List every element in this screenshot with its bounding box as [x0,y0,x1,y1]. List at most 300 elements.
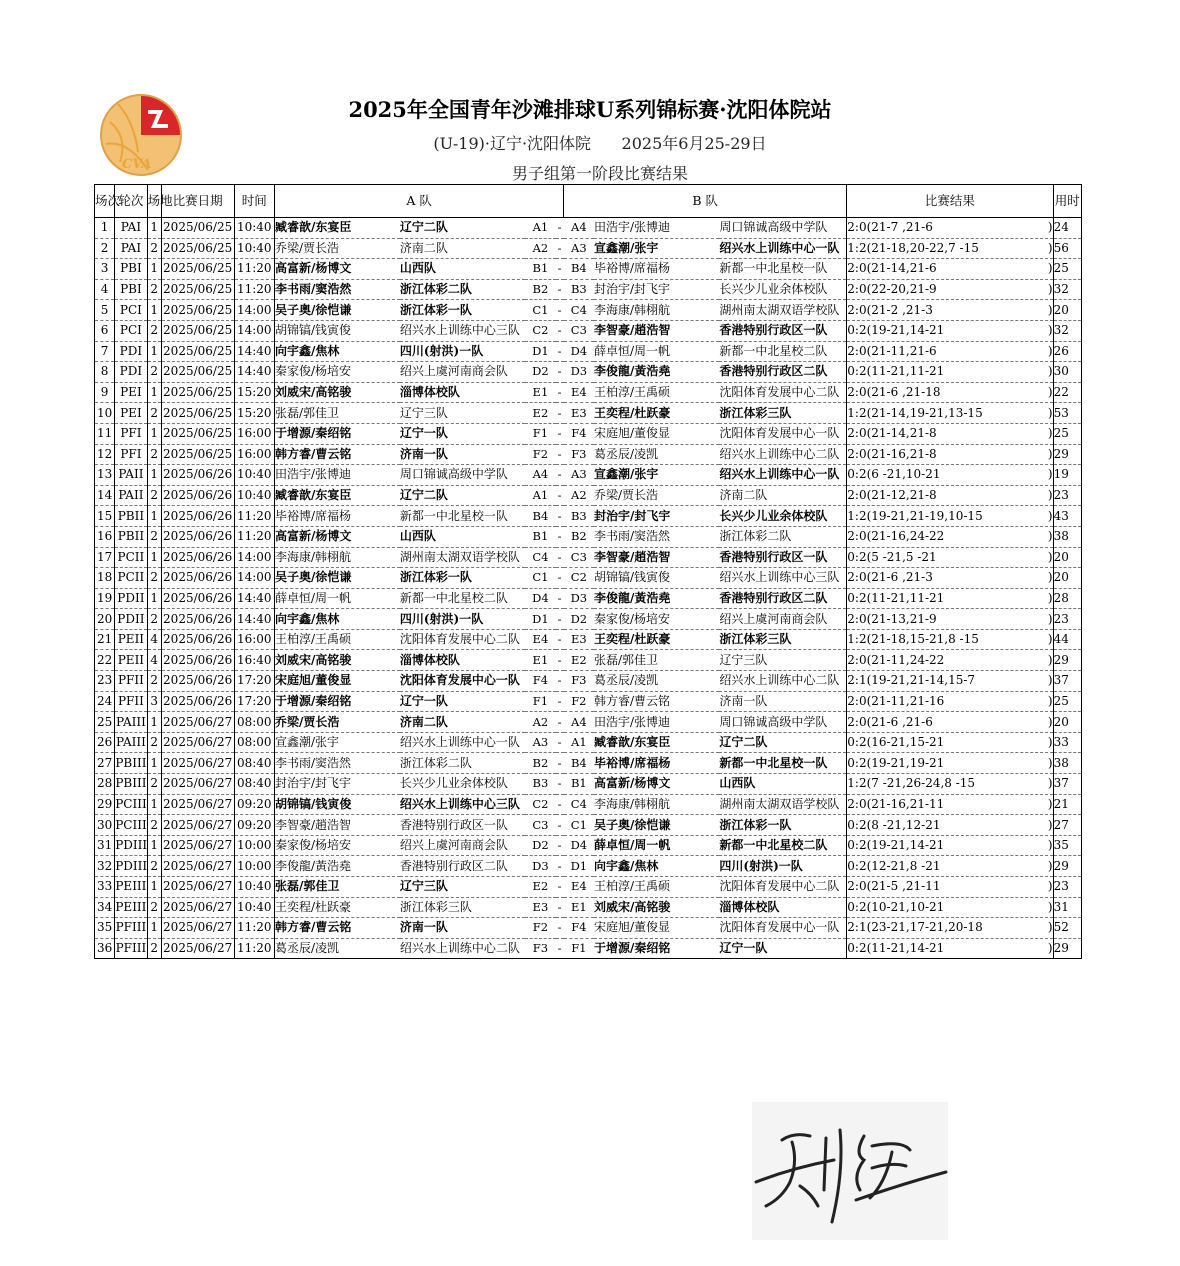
court: 4 [147,629,161,650]
date: 2025/06/27 [161,835,234,856]
time: 16:00 [234,444,274,465]
section-title: 男子组第一阶段比赛结果 [511,164,688,183]
table-row [95,712,1082,733]
score [847,320,1053,341]
date: 2025/06/27 [161,897,234,918]
team-b-players: 乔梁/贾长浩 [594,485,719,506]
court: 1 [147,300,161,321]
team-a-name: 浙江体彩二队 [400,753,525,774]
score-text: 0:2(5 -21,5 -21 [847,549,937,564]
team-b-players: 王柏淳/王禹硕 [594,382,719,403]
match-no: 32 [95,856,115,877]
team-a-code: A2 [525,712,555,733]
vs-dash: - [556,629,564,650]
duration: 29 [1053,856,1081,877]
team-b-players: 薛卓恒/周一帆 [594,341,719,362]
score-text: 0:2(19-21,19-21 [847,755,945,770]
vs-dash: - [556,218,564,239]
duration: 22 [1053,382,1081,403]
round: PDIII [115,835,147,856]
score-close: ) [1047,220,1053,235]
score-close: ) [1047,570,1053,585]
team-b-code: E3 [564,629,594,650]
team-a-players: 乔梁/贾长浩 [274,712,399,733]
team-b-name: 辽宁三队 [719,650,846,671]
score-text: 2:0(22-20,21-9 [847,282,937,297]
date: 2025/06/25 [161,362,234,383]
round: PFIII [115,938,147,959]
team-b-name: 浙江体彩三队 [719,403,846,424]
team-b-name: 香港特别行政区二队 [719,588,846,609]
court: 1 [147,918,161,939]
time: 15:20 [234,382,274,403]
score-text: 0:2(11-21,14-21 [847,941,945,956]
court: 1 [147,547,161,568]
table-row [95,629,1082,650]
team-b-players: 韩方睿/曹云铭 [594,691,719,712]
team-b-players: 毕裕博/席福杨 [594,753,719,774]
team-a-players: 李智豪/趙浩智 [274,815,399,836]
match-no: 30 [95,815,115,836]
match-no: 3 [95,259,115,280]
duration: 37 [1053,671,1081,692]
match-no: 13 [95,465,115,486]
time: 11:20 [234,526,274,547]
court: 2 [147,238,161,259]
score-close: ) [1047,446,1053,461]
match-no: 15 [95,506,115,527]
score-text: 2:0(21-11,21-6 [847,343,937,358]
round: PCII [115,547,147,568]
score [847,444,1053,465]
score [847,485,1053,506]
score-text: 0:2(11-21,11-21 [847,590,945,605]
table-row [95,938,1082,959]
team-b-code: E4 [564,382,594,403]
time: 14:00 [234,568,274,589]
time: 11:20 [234,259,274,280]
duration: 20 [1053,547,1081,568]
duration: 20 [1053,300,1081,321]
court: 2 [147,897,161,918]
round: PFI [115,423,147,444]
team-a-name: 沈阳体育发展中心二队 [400,629,525,650]
team-b-players: 李俊龍/黃浩堯 [594,588,719,609]
court: 2 [147,671,161,692]
team-a-code: F2 [525,918,555,939]
score-close: ) [1047,632,1053,647]
team-a-players: 胡锦镐/钱寅俊 [274,320,399,341]
team-a-name: 四川(射洪)一队 [400,341,525,362]
team-b-code: F4 [564,423,594,444]
team-b-players: 于增源/秦绍铭 [594,938,719,959]
table-row [95,320,1082,341]
team-b-code: E1 [564,897,594,918]
time: 10:40 [234,218,274,239]
match-no: 12 [95,444,115,465]
team-b-code: F4 [564,918,594,939]
team-b-name: 新都一中北星校二队 [719,341,846,362]
score-close: ) [1047,282,1053,297]
team-b-players: 李智豪/趙浩智 [594,547,719,568]
team-b-players: 葛丞辰/凌凯 [594,671,719,692]
round: PCII [115,568,147,589]
score [847,609,1053,630]
table-row [95,918,1082,939]
score [847,403,1053,424]
match-no: 14 [95,485,115,506]
team-a-players: 臧睿歆/东宴臣 [274,218,399,239]
score [847,897,1053,918]
court: 3 [147,691,161,712]
court: 2 [147,774,161,795]
vs-dash: - [556,753,564,774]
team-a-code: C1 [525,300,555,321]
team-a-players: 宣鑫潮/张宇 [274,732,399,753]
team-b-players: 秦家俊/杨培安 [594,609,719,630]
time: 10:40 [234,897,274,918]
vs-dash: - [556,712,564,733]
date: 2025/06/25 [161,218,234,239]
team-a-code: E4 [525,629,555,650]
score-text: 2:0(21-5 ,21-11 [847,879,941,894]
team-b-code: C3 [564,547,594,568]
court: 1 [147,423,161,444]
score-text: 2:0(21-11,24-22 [847,652,945,667]
team-b-code: D3 [564,362,594,383]
date: 2025/06/27 [161,856,234,877]
time: 17:20 [234,691,274,712]
match-no: 1 [95,218,115,239]
team-a-name: 济南二队 [400,238,525,259]
score [847,938,1053,959]
score-close: ) [1047,549,1053,564]
date: 2025/06/26 [161,629,234,650]
duration: 28 [1053,588,1081,609]
round: PCI [115,300,147,321]
team-a-players: 秦家俊/杨培安 [274,835,399,856]
team-a-code: F1 [525,691,555,712]
round: PFII [115,671,147,692]
vs-dash: - [556,650,564,671]
team-b-code: A4 [564,712,594,733]
score-text: 2:0(21-16,21-11 [847,796,945,811]
score-text: 0:2(19-21,14-21 [847,323,945,338]
team-a-players: 刘威宋/高铭骏 [274,382,399,403]
court: 2 [147,485,161,506]
date: 2025/06/26 [161,609,234,630]
score-close: ) [1047,385,1053,400]
vs-dash: - [556,423,564,444]
date: 2025/06/26 [161,526,234,547]
team-a-code: A4 [525,465,555,486]
score-text: 2:0(21-2 ,21-3 [847,302,933,317]
score-close: ) [1047,467,1053,482]
court: 2 [147,732,161,753]
team-a-players: 向宇鑫/焦林 [274,609,399,630]
score-text: 2:1(19-21,21-14,15-7 [847,673,976,688]
match-no: 10 [95,403,115,424]
score-close: ) [1047,838,1053,853]
table-row [95,794,1082,815]
time: 08:40 [234,753,274,774]
match-no: 16 [95,526,115,547]
team-a-code: E2 [525,403,555,424]
table-row [95,877,1082,898]
time: 10:00 [234,835,274,856]
match-no: 18 [95,568,115,589]
match-no: 7 [95,341,115,362]
team-b-code: F1 [564,938,594,959]
score-text: 2:0(21-6 ,21-6 [847,714,933,729]
score [847,671,1053,692]
team-a-code: B2 [525,753,555,774]
round: PDI [115,341,147,362]
table-row [95,238,1082,259]
score [847,382,1053,403]
team-b-code: C3 [564,320,594,341]
team-b-name: 辽宁二队 [719,732,846,753]
team-b-players: 臧睿歆/东宴臣 [594,732,719,753]
header-team-a: A 队 [274,185,563,218]
match-no: 4 [95,279,115,300]
table-row [95,671,1082,692]
match-no: 17 [95,547,115,568]
team-a-code: E1 [525,382,555,403]
header-match-no: 场次 [95,185,115,218]
court: 1 [147,259,161,280]
vs-dash: - [556,856,564,877]
team-a-code: D3 [525,856,555,877]
team-a-code: E2 [525,877,555,898]
team-b-name: 香港特别行政区二队 [719,362,846,383]
time: 14:40 [234,609,274,630]
time: 14:40 [234,341,274,362]
score-text: 0:2(19-21,14-21 [847,838,945,853]
round: PBIII [115,753,147,774]
team-a-players: 李俊龍/黃浩堯 [274,856,399,877]
team-b-players: 田浩宇/张博迪 [594,712,719,733]
vs-dash: - [556,403,564,424]
team-a-code: B1 [525,259,555,280]
team-a-name: 辽宁二队 [400,218,525,239]
time: 10:40 [234,238,274,259]
score-close: ) [1047,590,1053,605]
table-row [95,856,1082,877]
match-no: 8 [95,362,115,383]
duration: 29 [1053,444,1081,465]
page-title: 2025年全国青年沙滩排球U系列锦标赛·沈阳体院站 [348,97,832,122]
team-a-name: 辽宁三队 [400,403,525,424]
team-b-code: B4 [564,753,594,774]
team-a-players: 乔梁/贾长浩 [274,238,399,259]
team-b-name: 沈阳体育发展中心二队 [719,877,846,898]
match-no: 6 [95,320,115,341]
duration: 24 [1053,218,1081,239]
table-row [95,485,1082,506]
round: PBIII [115,774,147,795]
team-b-code: A2 [564,485,594,506]
vs-dash: - [556,506,564,527]
score [847,588,1053,609]
duration: 37 [1053,774,1081,795]
vs-dash: - [556,835,564,856]
score-text: 1:2(19-21,21-19,10-15 [847,508,983,523]
table-row [95,506,1082,527]
team-a-name: 新都一中北星校一队 [400,506,525,527]
team-b-players: 王奕程/杜跃豪 [594,403,719,424]
header-court: 场地 [147,185,161,218]
vs-dash: - [556,918,564,939]
team-b-code: D3 [564,588,594,609]
court: 1 [147,794,161,815]
team-b-players: 李俊龍/黃浩堯 [594,362,719,383]
team-b-name: 湖州南太湖双语学校队 [719,300,846,321]
team-b-name: 周口锦诚高级中学队 [719,712,846,733]
round: PDI [115,362,147,383]
team-b-players: 李智豪/趙浩智 [594,320,719,341]
vs-dash: - [556,877,564,898]
round: PBI [115,259,147,280]
team-b-name: 济南一队 [719,691,846,712]
match-no: 20 [95,609,115,630]
round: PAIII [115,712,147,733]
team-b-players: 胡锦镐/钱寅俊 [594,568,719,589]
duration: 29 [1053,938,1081,959]
round: PAI [115,218,147,239]
score [847,629,1053,650]
court: 2 [147,403,161,424]
date: 2025/06/27 [161,794,234,815]
round: PEI [115,403,147,424]
score [847,815,1053,836]
score [847,238,1053,259]
round: PBI [115,279,147,300]
score [847,877,1053,898]
score [847,712,1053,733]
table-row [95,362,1082,383]
score-text: 2:0(21-16,24-22 [847,529,945,544]
match-no: 31 [95,835,115,856]
team-b-name: 沈阳体育发展中心二队 [719,382,846,403]
score-close: ) [1047,920,1053,935]
team-a-code: F3 [525,938,555,959]
team-b-name: 香港特别行政区一队 [719,547,846,568]
team-a-name: 山西队 [400,526,525,547]
court: 2 [147,362,161,383]
team-b-code: C2 [564,568,594,589]
table-row [95,403,1082,424]
team-b-players: 薛卓恒/周一帆 [594,835,719,856]
team-b-code: A3 [564,465,594,486]
team-b-code: B4 [564,259,594,280]
duration: 23 [1053,877,1081,898]
duration: 20 [1053,568,1081,589]
score-close: ) [1047,693,1053,708]
vs-dash: - [556,485,564,506]
team-a-players: 高富新/杨博文 [274,259,399,280]
vs-dash: - [556,444,564,465]
team-a-name: 辽宁一队 [400,691,525,712]
team-b-players: 毕裕博/席福杨 [594,259,719,280]
vs-dash: - [556,938,564,959]
team-a-name: 四川(射洪)一队 [400,609,525,630]
table-row [95,279,1082,300]
time: 15:20 [234,403,274,424]
duration: 38 [1053,526,1081,547]
team-b-code: E2 [564,650,594,671]
score-close: ) [1047,817,1053,832]
court: 2 [147,856,161,877]
team-b-code: B3 [564,279,594,300]
header-duration: 用时 [1053,185,1081,218]
duration: 29 [1053,650,1081,671]
score [847,650,1053,671]
team-a-code: B1 [525,526,555,547]
round: PAII [115,465,147,486]
score-text: 0:2(6 -21,10-21 [847,467,941,482]
time: 08:40 [234,774,274,795]
score [847,568,1053,589]
team-a-name: 绍兴水上训练中心一队 [400,732,525,753]
score-close: ) [1047,776,1053,791]
court: 1 [147,465,161,486]
team-a-players: 胡锦镐/钱寅俊 [274,794,399,815]
match-no: 5 [95,300,115,321]
team-a-name: 湖州南太湖双语学校队 [400,547,525,568]
match-no: 23 [95,671,115,692]
vs-dash: - [556,238,564,259]
team-a-players: 张磊/郭佳卫 [274,403,399,424]
team-a-name: 绍兴水上训练中心二队 [400,938,525,959]
score [847,691,1053,712]
vs-dash: - [556,526,564,547]
duration: 56 [1053,238,1081,259]
score [847,362,1053,383]
team-b-name: 香港特别行政区一队 [719,320,846,341]
score [847,732,1053,753]
table-row [95,753,1082,774]
match-no: 34 [95,897,115,918]
table-row [95,815,1082,836]
team-a-code: A3 [525,732,555,753]
time: 16:00 [234,629,274,650]
round: PAI [115,238,147,259]
duration: 32 [1053,320,1081,341]
time: 10:40 [234,877,274,898]
court: 1 [147,341,161,362]
logo-text: CVA [122,157,152,172]
team-b-code: C4 [564,794,594,815]
duration: 19 [1053,465,1081,486]
vs-dash: - [556,382,564,403]
table-row [95,774,1082,795]
date: 2025/06/26 [161,465,234,486]
team-a-name: 绍兴水上训练中心三队 [400,794,525,815]
score-text: 0:2(16-21,15-21 [847,735,945,750]
team-b-name: 绍兴水上训练中心二队 [719,444,846,465]
round: PDII [115,609,147,630]
team-a-code: F1 [525,423,555,444]
vs-dash: - [556,320,564,341]
team-b-players: 高富新/杨博文 [594,774,719,795]
team-a-name: 淄博体校队 [400,382,525,403]
team-b-code: D2 [564,609,594,630]
table-row [95,259,1082,280]
score [847,794,1053,815]
score [847,300,1053,321]
table-row [95,609,1082,630]
